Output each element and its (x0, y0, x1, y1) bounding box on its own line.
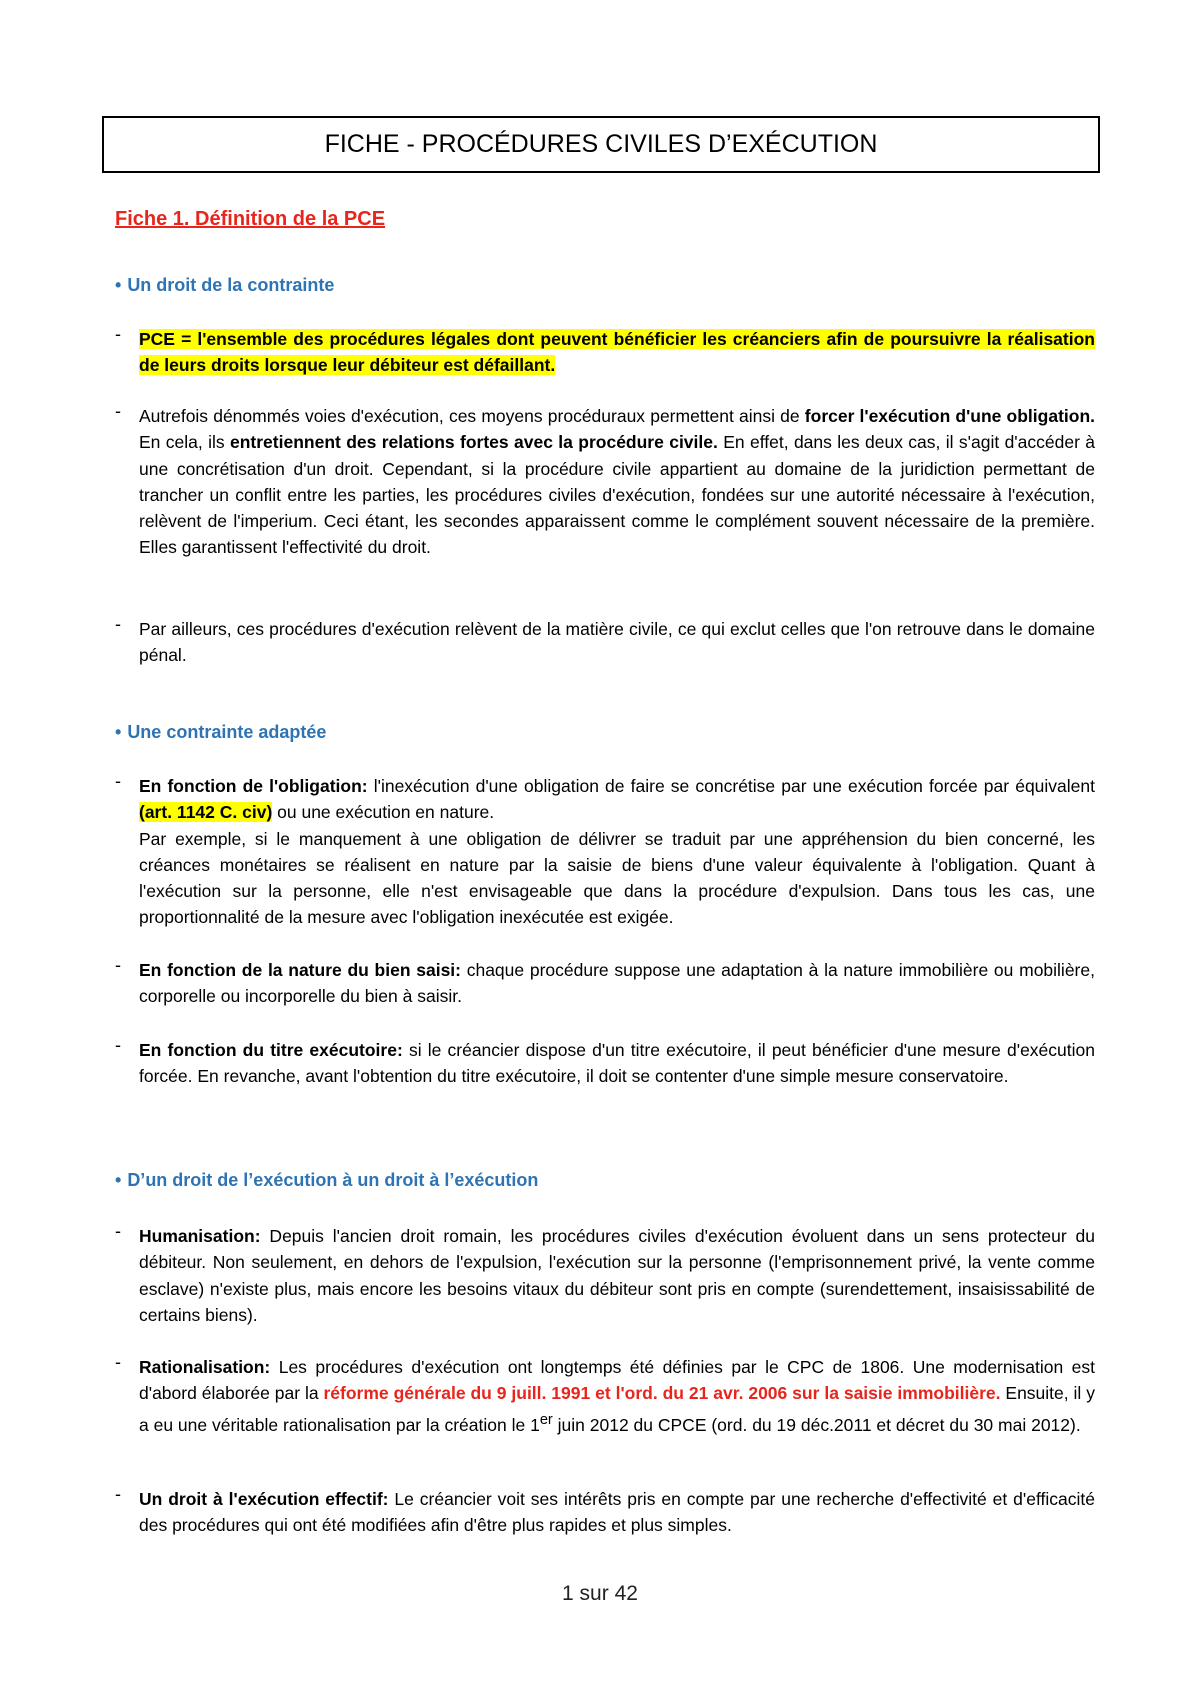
highlighted-reference: (art. 1142 C. civ) (139, 802, 273, 823)
section-heading-text: Une contrainte adaptée (127, 722, 327, 742)
bold-run: Rationalisation: (139, 1357, 271, 1377)
list-item (115, 1037, 1095, 1090)
text-run: si le créancier dispose d'un titre exécutoire, il peut bénéficier d'une mesure d'exécution forcée. En revanche, avant l'obtention du titre exécutoire, il doit se contenter d'une simple mesure conservatoire. (139, 1040, 1095, 1087)
text-run: Ensuite, il y a eu une véritable rationalisation par la création le 1 (139, 1383, 1095, 1435)
bold-run: En fonction du titre exécutoire: (139, 1040, 403, 1060)
text-run: ou une exécution en nature. (272, 802, 495, 823)
text-run: En effet, dans les deux cas, il s'agit d'accéder à une concrétisation d'un droit. Cependant, si la procédure civile appartient au domaine de la juridiction permettant de trancher un conflit entre les parties, les procédures civiles d'exécution, fondées sur une autorité nécessaire à l'exécution, relèvent de l'imperium. Ceci étant, les secondes apparaissent comme le complément souvent nécessaire de la première. Elles garantissent l'effectivité du droit. (139, 432, 1096, 558)
bullet-icon: • (115, 275, 122, 295)
bold-run: En fonction de l'obligation: (139, 776, 368, 796)
dash-marker: - (115, 1484, 121, 1504)
paragraph (139, 326, 1095, 379)
dash-marker: - (115, 614, 121, 634)
dash-marker: - (115, 1352, 121, 1372)
dash-marker: - (115, 771, 121, 791)
paragraph (139, 1486, 1095, 1539)
section-heading-text: D’un droit de l’exécution à un droit à l’exécution (127, 1170, 539, 1190)
dash-marker: - (115, 401, 121, 421)
dash-marker: - (115, 1221, 121, 1241)
section-heading-1 (115, 275, 334, 296)
highlighted-definition: PCE = l'ensemble des procédures légales dont peuvent bénéficier les créanciers afin de poursuivre la réalisation de leurs droits lorsque leur débiteur est défaillant. (139, 329, 1095, 376)
text-run: chaque procédure suppose une adaptation à la nature immobilière ou mobilière, corporelle ou incorporelle du bien à saisir. (139, 960, 1095, 1007)
list-item (115, 1354, 1095, 1438)
list-item (115, 957, 1095, 1010)
document-title: FICHE - PROCÉDURES CIVILES D’EXÉCUTION (102, 116, 1100, 173)
text-run: juin 2012 du CPCE (ord. du 19 déc.2011 et décret du 30 mai 2012). (552, 1414, 1081, 1435)
paragraph: Par ailleurs, ces procédures d'exécution relèvent de la matière civile, ce qui exclut celles que l'on retrouve dans le domaine pénal. (139, 619, 1095, 666)
dash-marker: - (115, 1035, 121, 1055)
section-heading-2 (115, 722, 326, 743)
bold-run: forcer l'exécution d'une obligation. (804, 406, 1095, 426)
bullet-icon: • (115, 1170, 122, 1190)
dash-marker: - (115, 955, 121, 975)
list-item (115, 1486, 1095, 1539)
page-number: 1 sur 42 (562, 1582, 638, 1605)
bold-run: entretiennent des relations fortes avec la procédure civile. (230, 432, 718, 453)
paragraph (139, 1223, 1095, 1328)
red-reform-text: réforme générale du 9 juill. 1991 et l'ord. du 21 avr. 2006 sur la saisie immobilière. (323, 1383, 1001, 1404)
list-item (115, 773, 1095, 931)
text-run: Depuis l'ancien droit romain, les procédures civiles d'exécution évoluent dans un sens protecteur du débiteur. Non seulement, en dehors de l'expulsion, l'exécution sur la personne (l'emprisonnement privé, la vente comme esclave) n'existe plus, mais encore les besoins vitaux du débiteur sont pris en compte (surendettement, insaisissabilité de certains biens). (139, 1226, 1095, 1325)
list-item (115, 616, 1095, 669)
paragraph (139, 1037, 1095, 1090)
list-item (115, 403, 1095, 561)
bold-run: Humanisation: (139, 1226, 261, 1246)
paragraph (139, 403, 1095, 561)
list-item (115, 1223, 1095, 1328)
bold-run: Un droit à l'exécution effectif: (139, 1489, 389, 1509)
bullet-icon: • (115, 722, 122, 742)
paragraph (139, 773, 1095, 931)
section-heading-text: Un droit de la contrainte (127, 275, 335, 295)
list-item (115, 326, 1095, 379)
section-heading-3 (115, 1170, 538, 1191)
fiche-heading: Fiche 1. Définition de la PCE (115, 208, 386, 230)
text-run: Autrefois dénommés voies d'exécution, ces moyens procéduraux permettent ainsi de (139, 406, 805, 426)
superscript: er (539, 1411, 553, 1428)
text-run: Par exemple, si le manquement à une obligation de délivrer se traduit par une appréhension du bien concerné, les créances monétaires se réalisent en nature par la saisie de biens d'une valeur équivalente à l'obligation. Quant à l'exécution sur la personne, elle n'est envisageable que dans la procédure d'expulsion. Dans tous les cas, une proportionnalité de la mesure avec l'obligation inexécutée est exigée. (139, 828, 1095, 928)
paragraph (139, 1354, 1095, 1438)
text-run: Les procédures d'exécution ont longtemps été définies par le CPC de 1806. Une modernisation est d'abord élaborée par la (139, 1357, 1095, 1404)
paragraph (139, 957, 1095, 1010)
bold-run: En fonction de la nature du bien saisi: (139, 960, 461, 980)
text-run: Le créancier voit ses intérêts pris en compte par une recherche d'effectivité et d'efficacité des procédures qui ont été modifiées afin d'être plus rapides et plus simples. (139, 1489, 1095, 1536)
dash-marker: - (115, 324, 121, 344)
text-run: En cela, ils (139, 432, 230, 453)
text-run: l'inexécution d'une obligation de faire se concrétise par une exécution forcée par équivalent (367, 776, 1095, 796)
